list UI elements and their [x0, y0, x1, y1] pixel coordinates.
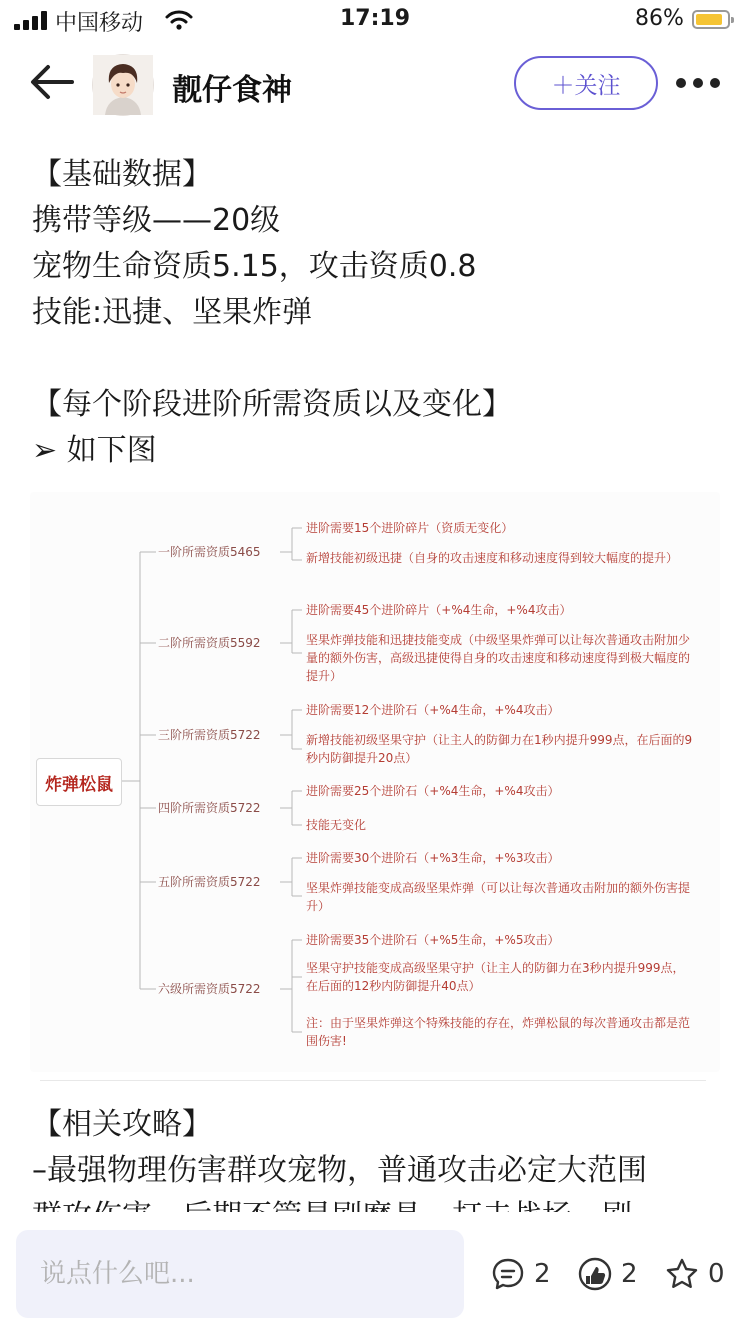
mindmap-leaf: 进阶需要15个进阶碎片（资质无变化）	[306, 521, 514, 535]
battery-icon	[692, 10, 730, 29]
like-button[interactable]	[577, 1254, 638, 1294]
battery-fill	[696, 14, 722, 25]
like-icon	[577, 1256, 613, 1292]
mindmap-leaf: 进阶需要25个进阶石（+%4生命，+%4攻击）	[306, 784, 560, 798]
bottom-action-bar	[0, 1212, 750, 1334]
mindmap-leaf: 坚果炸弹技能和迅捷技能变成（中级坚果炸弹可以让每次普通攻击附加少量的额外伤害，高级迅捷使得自身的攻击速度和移动速度得到极大幅度的提升）	[306, 633, 691, 683]
post-line: –最强物理伤害群攻宠物，普通攻击必定大范围	[32, 1153, 647, 1188]
mindmap-leaf: 新增技能初级迅捷（自身的攻击速度和移动速度得到较大幅度的提升）	[306, 551, 679, 565]
mindmap-leaf: 新增技能初级坚果守护（让主人的防御力在1秒内提升999点，在后面的9秒内防御提升20点）	[306, 733, 693, 765]
mindmap-leaf: 注：由于坚果炸弹这个特殊技能的存在，炸弹松鼠的每次普通攻击都是范围伤害!	[306, 1016, 691, 1048]
comment-button[interactable]	[490, 1254, 551, 1294]
mindmap-leaf: 进阶需要35个进阶石（+%5生命，+%5攻击）	[306, 933, 560, 947]
mindmap-leaf: 技能无变化	[306, 818, 367, 832]
mindmap-stage: 四阶所需资质5722	[158, 801, 261, 815]
post-line: 携带等级——20级	[32, 203, 281, 238]
follow-button[interactable]: ＋关注	[514, 56, 658, 110]
favorite-count: 0	[708, 1259, 725, 1289]
post-body-continued	[32, 1102, 732, 1210]
back-arrow-icon[interactable]	[28, 62, 76, 102]
author-name[interactable]: 靓仔食神	[172, 73, 292, 108]
post-image-mindmap[interactable]	[30, 492, 720, 1072]
post-line: 技能:迅捷、坚果炸弹	[32, 295, 313, 330]
more-options-icon[interactable]	[676, 78, 720, 90]
mindmap-leaf: 进阶需要45个进阶碎片（+%4生命，+%4攻击）	[306, 603, 572, 617]
mindmap-leaf: 坚果炸弹技能变成高级坚果炸弹（可以让每次普通攻击附加的额外伤害提升）	[306, 881, 691, 913]
mindmap-stage: 一阶所需资质5465	[158, 545, 261, 559]
divider	[40, 1080, 706, 1081]
post-line-empty	[32, 336, 722, 382]
mindmap-root: 炸弹松鼠	[36, 758, 122, 806]
comment-input[interactable]	[16, 1230, 464, 1318]
post-line: ➢ 如下图	[32, 433, 157, 468]
mindmap-stage: 二阶所需资质5592	[158, 636, 261, 650]
post-line: 【基础数据】	[32, 157, 212, 192]
clock: 17:19	[339, 6, 411, 31]
mindmap-stage: 五阶所需资质5722	[158, 875, 261, 889]
like-count: 2	[621, 1259, 638, 1289]
mindmap-stage: 三阶所需资质5722	[158, 728, 261, 742]
comment-icon	[490, 1256, 526, 1292]
carrier-name: 中国移动	[55, 11, 144, 36]
comment-count: 2	[534, 1259, 551, 1289]
post-body	[32, 152, 722, 474]
status-bar	[0, 0, 750, 40]
star-icon	[664, 1256, 700, 1292]
avatar[interactable]	[92, 54, 154, 116]
header	[0, 40, 750, 128]
favorite-button[interactable]	[664, 1254, 725, 1294]
mindmap-leaf: 进阶需要12个进阶石（+%4生命，+%4攻击）	[306, 703, 560, 717]
mindmap-leaf: 坚果守护技能变成高级坚果守护（让主人的防御力在3秒内提升999点，在后面的12秒内防御提升40点）	[306, 961, 685, 993]
mindmap-leaf: 进阶需要30个进阶石（+%3生命，+%3攻击）	[306, 851, 560, 865]
post-line: 【相关攻略】	[32, 1107, 212, 1142]
post-line: 【每个阶段进阶所需资质以及变化】	[32, 387, 512, 422]
post-line: 宠物生命资质5.15，攻击资质0.8	[32, 249, 477, 284]
mindmap-stage: 六级所需资质5722	[158, 982, 261, 996]
battery-percent: 86%	[635, 6, 684, 31]
